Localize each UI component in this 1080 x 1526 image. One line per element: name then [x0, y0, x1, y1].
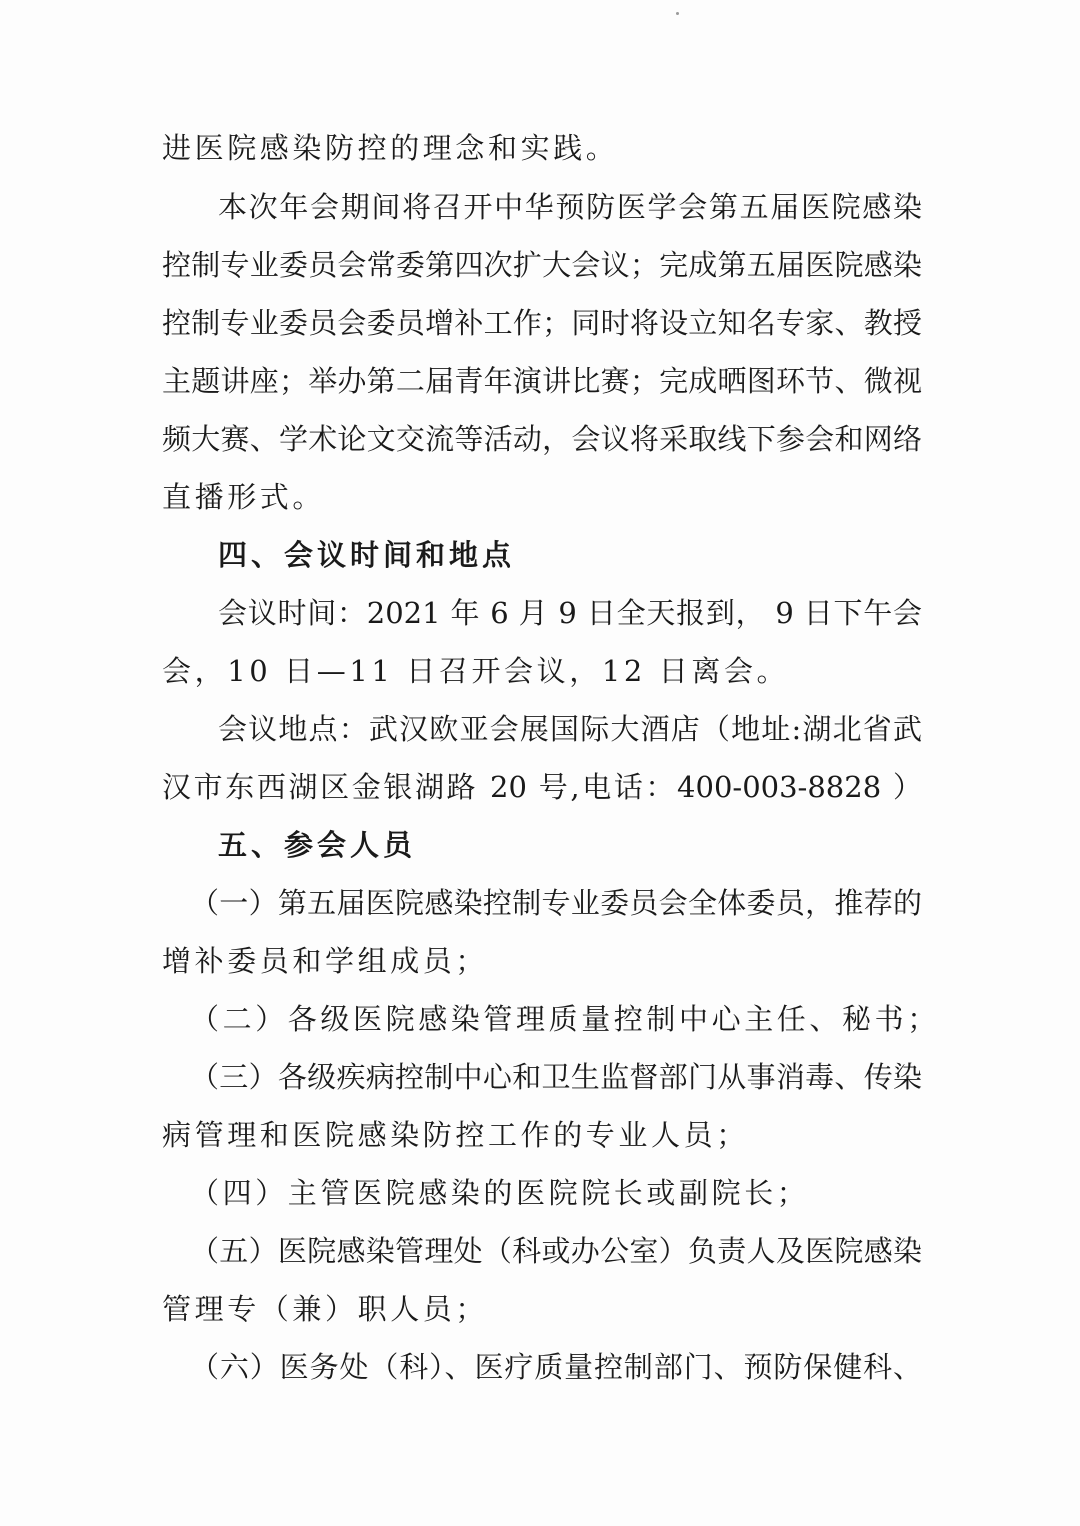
section-heading: 五、参会人员 [218, 828, 417, 862]
list-item-line: （一）第五届医院感染控制专业委员会全体委员，推荐的 [190, 886, 922, 920]
list-item-line: （四）主管医院感染的医院院长或副院长； [190, 1176, 810, 1210]
list-item-line: 管理专（兼）职人员； [162, 1292, 489, 1326]
list-item-line: （二）各级医院感染管理质量控制中心主任、秘书； [190, 1002, 940, 1036]
list-item-line: 增补委员和学组成员； [162, 944, 489, 978]
list-item-line: （五）医院感染管理处（科或办公室）负责人及医院感染 [190, 1234, 922, 1268]
paragraph-line: 汉市东西湖区金银湖路 20 号,电话：400-003-8828 ） [162, 770, 922, 804]
paragraph-line: 会，10 日—11 日召开会议，12 日离会。 [162, 654, 790, 688]
paragraph-line: 主题讲座；举办第二届青年演讲比赛；完成晒图环节、微视 [162, 364, 922, 398]
scan-speck [676, 12, 679, 15]
paragraph-line: 本次年会期间将召开中华预防医学会第五届医院感染 [218, 190, 922, 224]
paragraph-line: 控制专业委员会委员增补工作；同时将设立知名专家、教授 [162, 306, 922, 340]
paragraph-line: 会议时间：2021 年 6 月 9 日全天报到， 9 日下午会 [218, 596, 922, 630]
list-item-line: （六）医务处（科）、医疗质量控制部门、预防保健科、 [190, 1350, 922, 1384]
section-heading: 四、会议时间和地点 [218, 538, 516, 572]
paragraph-line: 控制专业委员会常委第四次扩大会议；完成第五届医院感染 [162, 248, 922, 282]
paragraph-line: 会议地点：武汉欧亚会展国际大酒店（地址:湖北省武 [218, 712, 922, 746]
paragraph-line: 频大赛、学术论文交流等活动，会议将采取线下参会和网络 [162, 422, 922, 456]
paragraph-line: 直播形式。 [162, 480, 326, 514]
paragraph-line: 进医院感染防控的理念和实践。 [162, 131, 619, 165]
list-item-line: （三）各级疾病控制中心和卫生监督部门从事消毒、传染 [190, 1060, 922, 1094]
list-item-line: 病管理和医院感染防控工作的专业人员； [162, 1118, 749, 1152]
